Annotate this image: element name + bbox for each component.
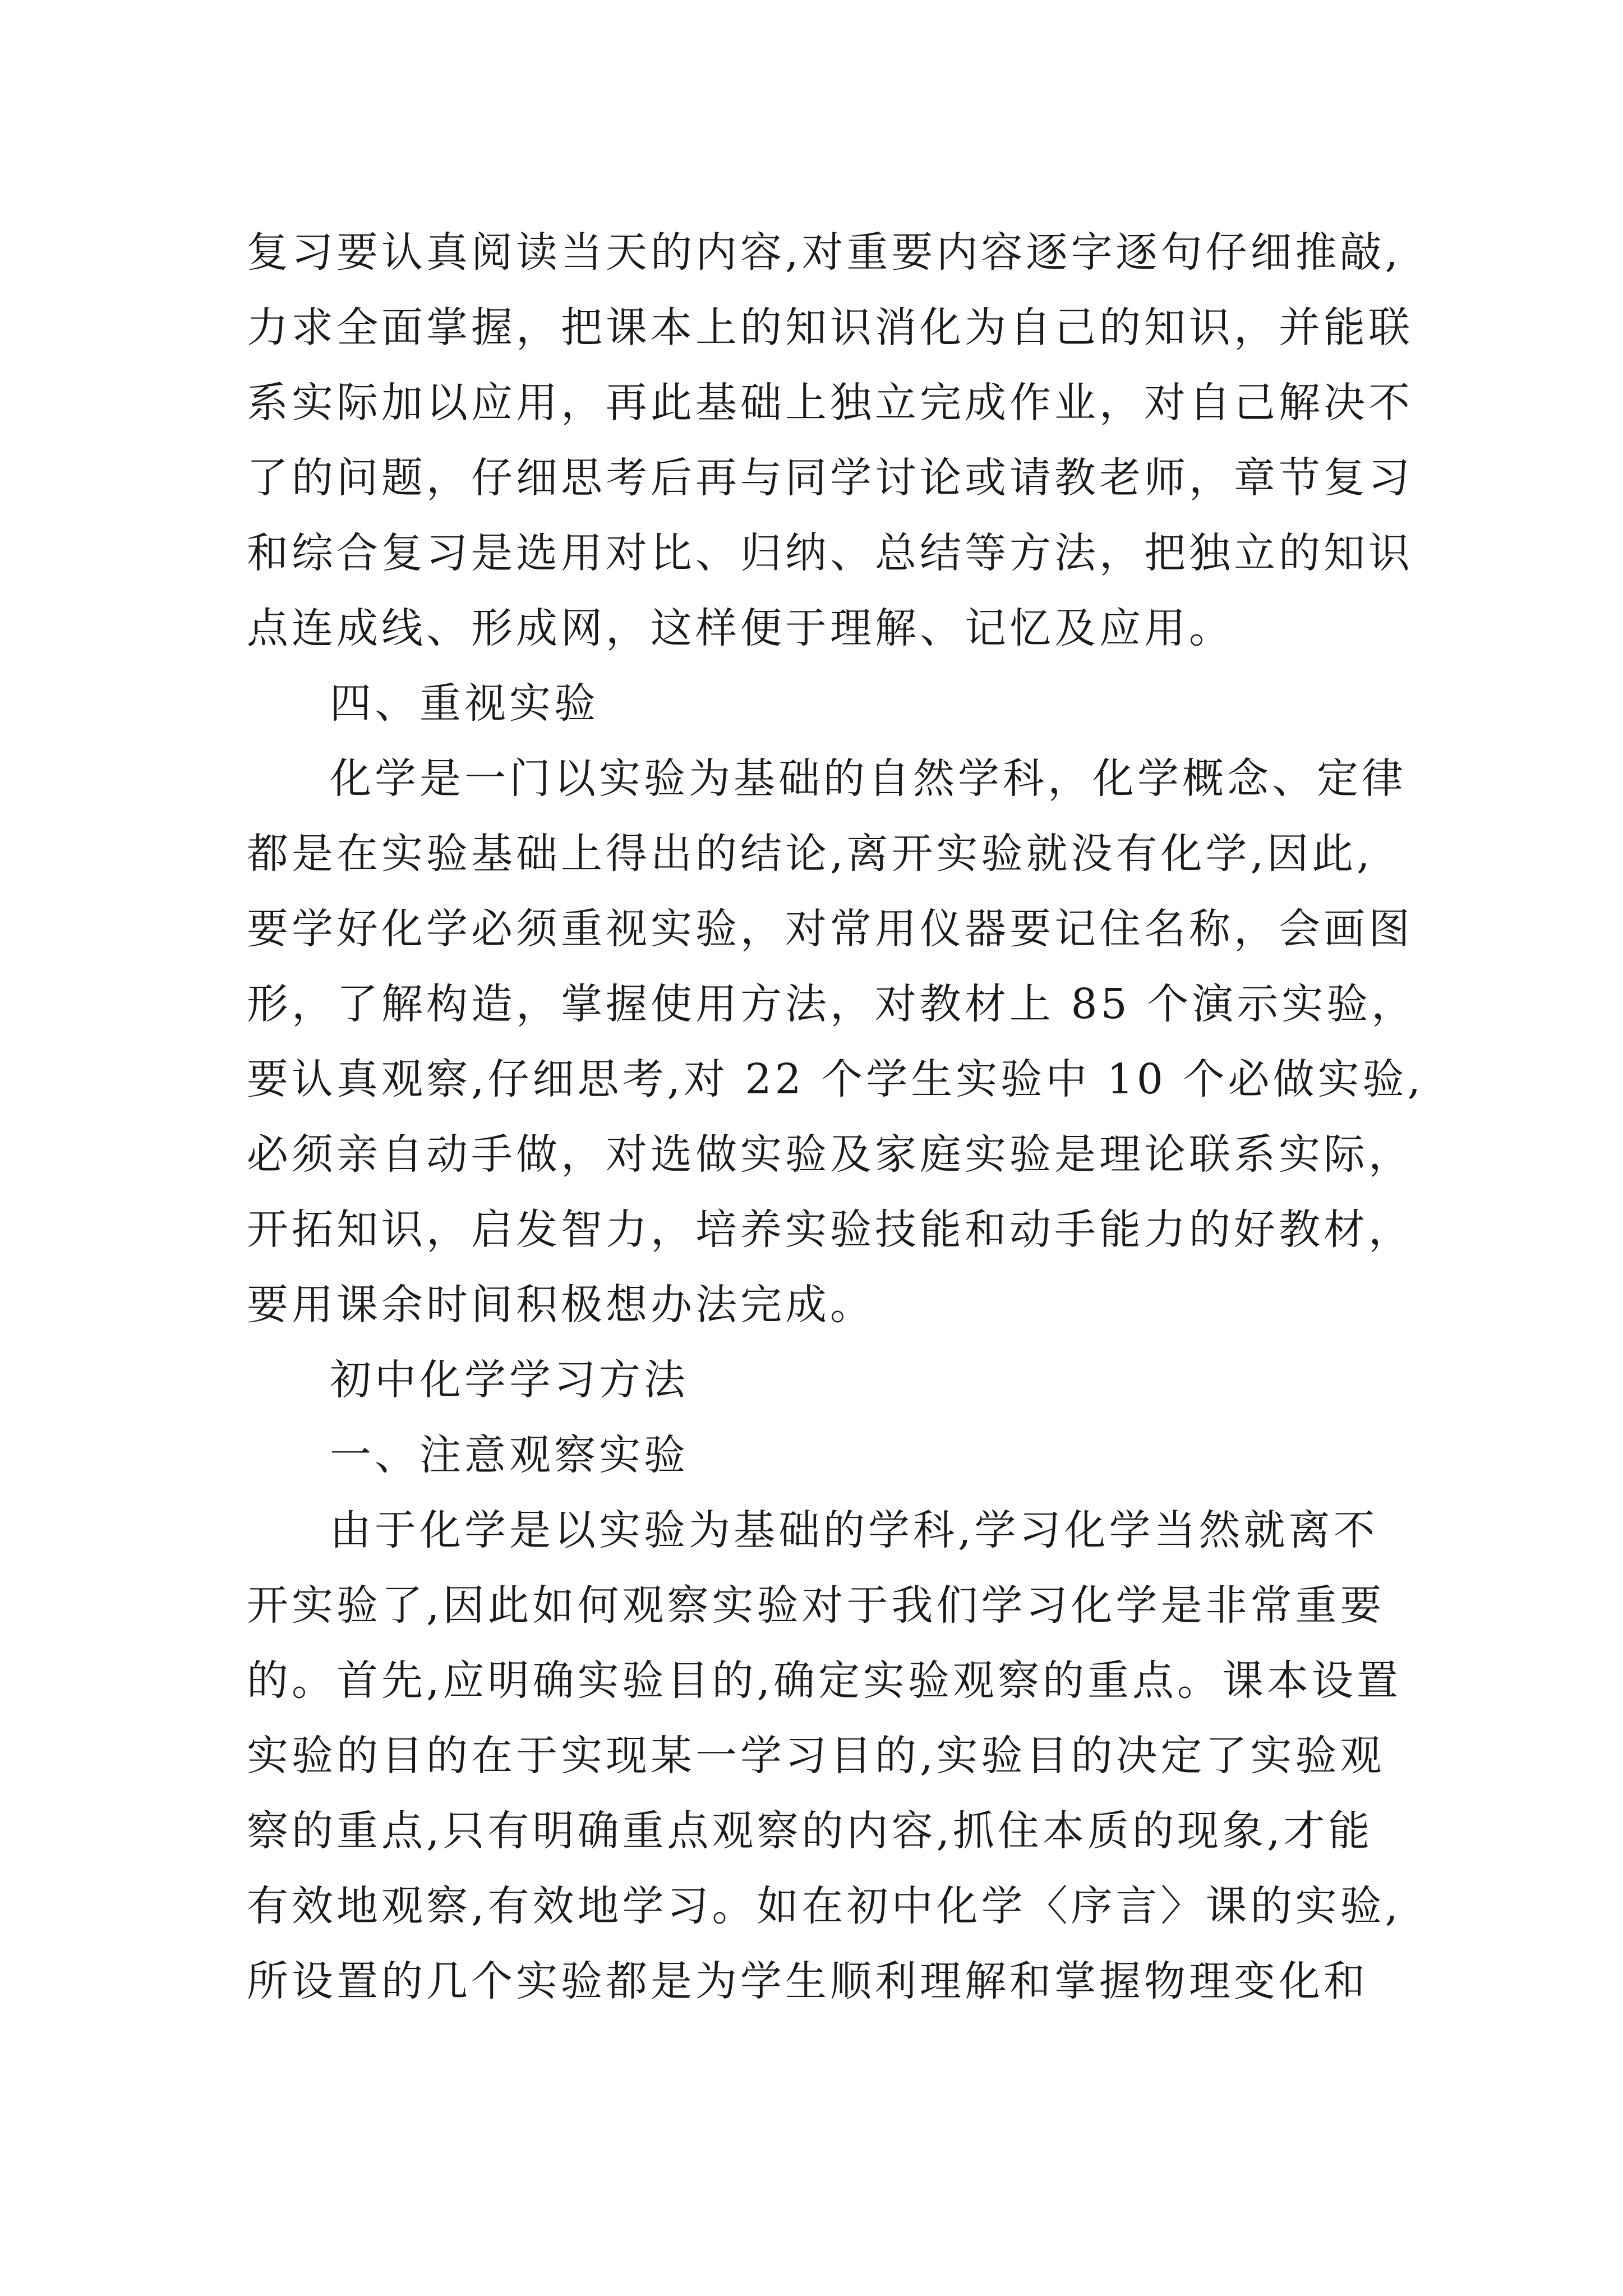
text-line: 要认真观察,仔细思考,对 22 个学生实验中 10 个必做实验,	[247, 1055, 1424, 1103]
section-heading: 四、重视实验	[330, 679, 599, 728]
section-heading: 一、注意观察实验	[330, 1431, 689, 1479]
text-line: 察的重点,只有明确重点观察的内容,抓住本质的现象,才能	[247, 1807, 1373, 1855]
text-line: 了的问题，仔细思考后再与同学讨论或请教老师，章节复习	[247, 454, 1413, 502]
section-heading: 初中化学学习方法	[330, 1356, 689, 1404]
text-line: 和综合复习是选用对比、归纳、总结等方法，把独立的知识	[247, 529, 1413, 577]
text-line: 系实际加以应用，再此基础上独立完成作业，对自己解决不	[247, 379, 1413, 427]
text-line: 开拓知识，启发智力，培养实验技能和动手能力的好教材，	[247, 1205, 1413, 1254]
text-line: 有效地观察,有效地学习。如在初中化学〈序言〉课的实验,	[247, 1882, 1402, 1930]
text-line: 点连成线、形成网，这样便于理解、记忆及应用。	[247, 604, 1234, 652]
text-line: 形，了解构造，掌握使用方法，对教材上 85 个演示实验，	[247, 980, 1417, 1028]
text-line: 的。首先,应明确实验目的,确定实验观察的重点。课本设置	[247, 1657, 1402, 1705]
text-line: 化学是一门以实验为基础的自然学科，化学概念、定律	[330, 754, 1407, 803]
text-line: 必须亲自动手做，对选做实验及家庭实验是理论联系实际，	[247, 1130, 1413, 1179]
text-line: 复习要认真阅读当天的内容,对重要内容逐字逐句仔细推敲,	[247, 228, 1402, 277]
text-line: 实验的目的在于实现某一学习目的,实验目的决定了实验观	[247, 1732, 1385, 1780]
text-line: 所设置的几个实验都是为学生顺利理解和掌握物理变化和	[247, 1957, 1368, 2005]
text-line: 要学好化学必须重视实验，对常用仪器要记住名称，会画图	[247, 905, 1413, 953]
text-line: 力求全面掌握，把课本上的知识消化为自己的知识，并能联	[247, 303, 1413, 352]
text-line: 开实验了,因此如何观察实验对于我们学习化学是非常重要	[247, 1581, 1385, 1630]
text-line: 要用课余时间积极想办法完成。	[247, 1281, 875, 1329]
text-line: 都是在实验基础上得出的结论,离开实验就没有化学,因此,	[247, 830, 1373, 878]
text-line: 由于化学是以实验为基础的学科,学习化学当然就离不	[330, 1506, 1378, 1554]
